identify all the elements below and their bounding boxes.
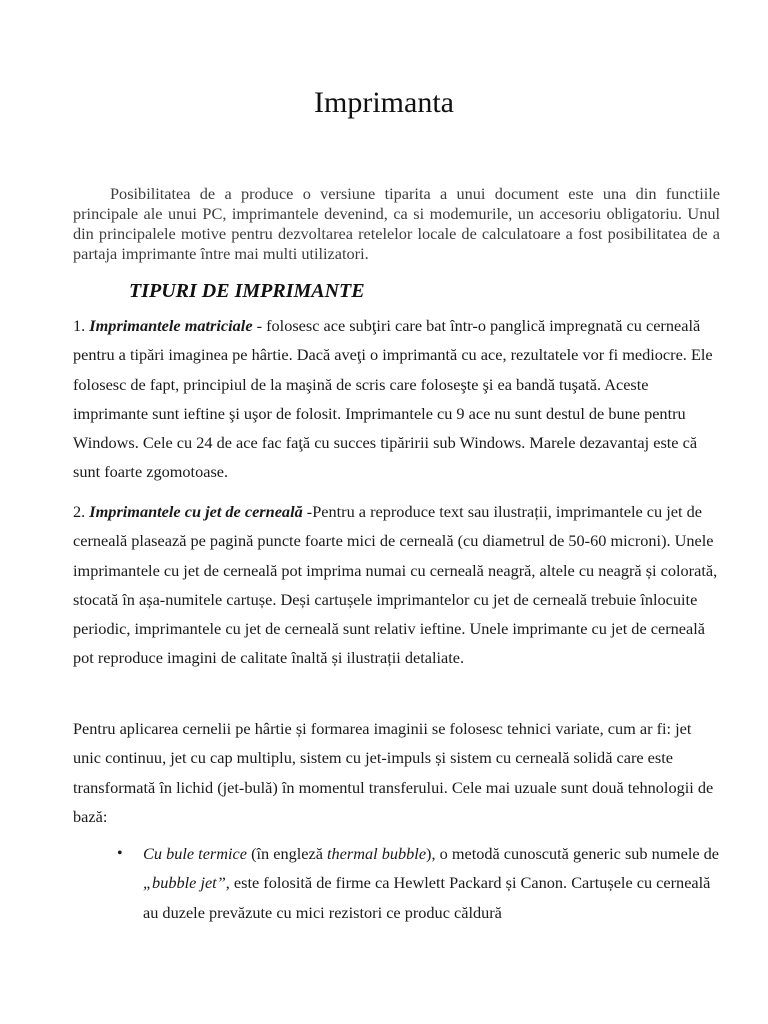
bullet-part3: , este folosită de firme ca Hewlett Packard și Canon. Cartușele cu cerneală au duzele prevăzute cu mici rezistori ce produc căldură	[143, 873, 711, 922]
matrix-printers-text: - folosesc ace subţiri care bat într-o panglică impregnată cu cerneală pentru a tipări imaginea pe hârtie. Dacă aveţi o imprimantă cu ace, rezultatele vor fi mediocre. Ele folosesc de fapt, principiul de la maşină de scris care foloseşte şi ea bandă tuşată. Aceste imprimante sunt ieftine şi uşor de folosit. Imprimantele cu 9 ace nu sunt destul de bune pentru Windows. Cele cu 24 de ace fac faţă cu succes tipăririi sub Windows. Marele dezavantaj este că sunt foarte zgomotoase.	[73, 316, 713, 482]
paragraph-ink-techniques: Pentru aplicarea cernelii pe hârtie și formarea imaginii se folosesc tehnici variate, cum ar fi: jet unic continuu, jet cu cap multiplu, sistem cu jet-impuls și sistem cu cerneală solidă care este transformată în lichid (jet-bulă) în momentul transferului. Cele mai uzuale sunt două tehnologii de bază:	[73, 719, 714, 826]
bullet-part2: ), o metodă cunoscută generic sub numele de	[426, 844, 720, 863]
bullet-thermal-bubble	[117, 839, 721, 927]
inkjet-printers-text: -Pentru a reproduce text sau ilustrații, imprimantele cu jet de cerneală plasează pe pagină puncte foarte mici de cerneală (cu diametrul de 50-60 microni). Unele imprimantele cu jet de cerneală pot imprima numai cu cerneală neagră, altele cu neagră și colorată, stocată în așa-numitele cartușe. Deși cartușele imprimantelor cu jet de cerneală trebuie înlocuite periodic, imprimantele cu jet de cerneală sunt relativ ieftine. Unele imprimante cu jet de cerneală pot reproduce imagini de calitate înaltă și ilustrații detaliate.	[73, 502, 718, 668]
paragraph-inkjet-printers	[73, 497, 721, 673]
english-term: thermal bubble	[327, 844, 427, 863]
bullet-text	[143, 839, 721, 927]
quoted-term: „bubble jet”	[143, 873, 226, 893]
term-inkjet-printers: Imprimantele cu jet de cerneală	[89, 502, 303, 521]
bullet-lead-term: Cu bule termice	[143, 844, 247, 863]
page-title: Imprimanta	[314, 86, 454, 119]
bullet-marker: •	[117, 845, 123, 862]
intro-paragraph: Posibilitatea de a produce o versiune tiparita a unui document este una din functiile principale ale unui PC, imprimantele devenind, ca si modemurile, un accesoriu obligatoriu. Unul din principalele motive pentru dezvoltarea retelelor locale de calculatoare a fost posibilitatea de a partaja imprimante între mai multi utilizatori.	[73, 184, 720, 263]
section-heading: TIPURI DE IMPRIMANTE	[129, 280, 365, 302]
bullet-part1: (în engleză	[247, 844, 328, 863]
paragraph-matrix-printers	[73, 311, 721, 487]
term-matrix-printers: Imprimantele matriciale	[89, 316, 253, 335]
item-number: 1.	[73, 316, 86, 335]
item-number: 2.	[73, 502, 86, 521]
